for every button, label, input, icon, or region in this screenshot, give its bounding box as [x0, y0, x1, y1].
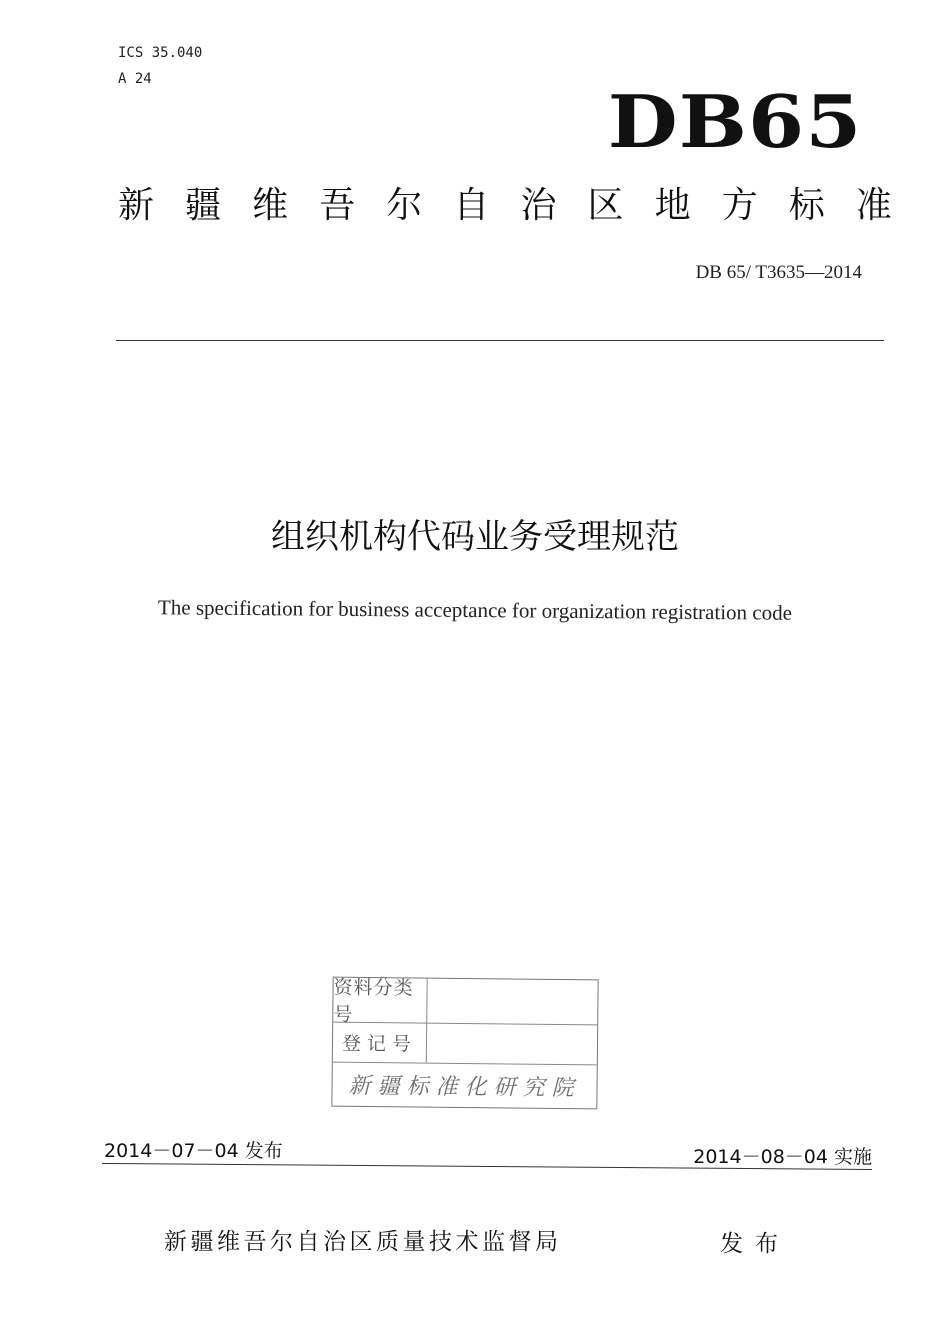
- org-title-char: 准: [855, 185, 892, 226]
- stamp-classification-label: 资料分类号: [333, 978, 427, 1023]
- org-title-char: 标: [788, 185, 825, 226]
- stamp-registration-label: 登记号: [333, 1022, 427, 1063]
- ics-code: ICS 35.040: [118, 45, 203, 61]
- db65-logo: DB65: [607, 79, 862, 164]
- stamp-row-classification: [333, 978, 597, 1026]
- document-title-chinese: 组织机构代码业务受理规范: [271, 517, 679, 557]
- publisher-name: 新疆维吾尔自治区质量技术监督局: [164, 1229, 562, 1255]
- document-title-english: The specification for business acceptance for organization registration code: [157, 595, 793, 625]
- stamp-row-institute: [332, 1062, 596, 1109]
- stamp-classification-blank: [427, 979, 597, 1025]
- stamp-institute-name: 新疆标准化研究院: [348, 1073, 581, 1101]
- org-title-char: 维: [252, 185, 289, 226]
- org-title-char: 自: [453, 185, 490, 226]
- ccs-code: A 24: [118, 71, 152, 87]
- issue-date: 2014－07－04 发布: [104, 1140, 283, 1162]
- implementation-date: 2014－08－04 实施: [693, 1146, 872, 1168]
- org-title-char: 吾: [319, 185, 356, 226]
- standard-number: DB 65/ T3635—2014: [695, 262, 862, 283]
- org-title-char: 疆: [185, 185, 222, 226]
- org-title-char: 尔: [386, 185, 423, 226]
- archive-stamp: [331, 977, 598, 1110]
- org-title-char: 地: [654, 185, 691, 226]
- org-title-char: 治: [520, 185, 557, 226]
- org-title-char: 新: [118, 185, 155, 226]
- org-title-char: 区: [587, 185, 624, 226]
- organization-title: [118, 182, 892, 230]
- stamp-row-registration: [333, 1022, 597, 1066]
- header-divider: [116, 340, 884, 341]
- org-title-char: 方: [721, 185, 758, 226]
- publish-label: 发布: [720, 1231, 790, 1257]
- stamp-registration-blank: [427, 1023, 597, 1065]
